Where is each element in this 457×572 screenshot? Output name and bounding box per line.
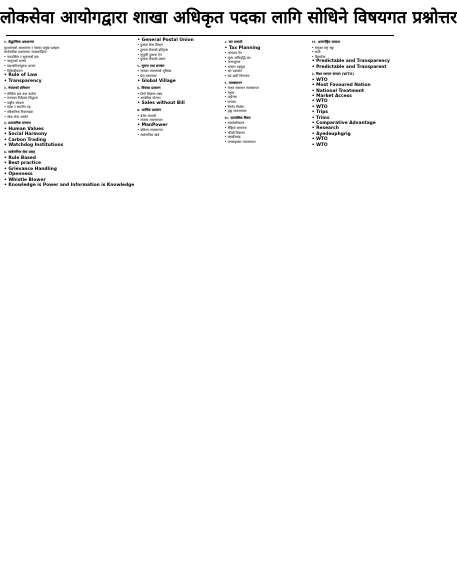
list-item: • संवैधानिक निकायहरू [4,110,134,115]
column-1 [4,38,134,568]
section-heading: १. सैद्धान्तिक अवधारणा [4,40,34,44]
list-item: • Most Favoured Nation [312,83,396,88]
list-item: • मुलुकी हुलाक ऐन [137,53,221,58]
list-item: • सञ्चार माध्यमको भूमिका [137,69,221,74]
list-item: • द्वन्द्व व्यवस्थापन [225,109,309,114]
list-item: • General Postal Union [137,38,221,43]
list-item: • संयुक्त राष्ट्र सङ्घ [312,46,396,51]
list-item: • WTO [312,99,396,104]
list-item: • सञ्चार [225,100,309,105]
section-heading: ८. कर प्रणाली [224,40,243,44]
list-item: • Predictable and Transparency [312,59,396,64]
section-heading: २. विश्व व्यापार संगठन (WTO) [311,72,354,77]
list-item: • सार्वजनिक खर्च [137,133,221,138]
list-item: • बजेट प्रणाली [137,114,221,119]
list-item: • कर प्रशासन [225,69,309,74]
section-heading: १०. सामाजिक विषय [224,115,251,120]
list-item: • गरिबी निवारण [225,131,309,136]
list-item: • Global Village [137,79,221,84]
list-item: • लोक सेवा आयोग [4,115,134,120]
list-item: • मौलिक हक तथा कर्तव्य [4,92,134,97]
list-item: • जनसङ्ख्या व्यवस्थापन [225,140,309,145]
list-item: • बिमस्टेक [312,55,396,60]
column-3 [225,38,309,568]
list-item: • Whistle Blower [4,178,134,183]
list-item: • Rule of Law [4,73,134,78]
list-item: • निर्णय निर्माण [225,105,309,110]
list-item: • हुलाक सेवाको प्रकार [137,57,221,62]
content-columns [4,38,396,568]
list-item: • प्रदेश र स्थानीय तह [4,105,134,110]
document-title: लोकसेवा आयोगद्वारा शाखा अधिकृत पदका लागि सोधिने विषयगत प्रश्नोत्तर [0,8,457,28]
list-item: • Human Values [4,127,134,132]
list-item: • मूल्य अभिवृद्धि कर [225,56,309,61]
section-heading: ७. आर्थिक प्रशासन [137,108,162,113]
list-item: • Market Access [312,94,396,99]
list-item: • समावेशीकरण [225,121,309,126]
list-item: • National Treatment [312,89,396,94]
list-item: • Rule Based [4,156,134,161]
section-heading: ६. विकास प्रशासन [137,85,161,90]
list-item: • दिगो विकास लक्ष्य [137,92,221,97]
list-item: • सहभागितामूलक शासन [4,64,134,69]
list-item: • WTO [312,78,396,83]
list-item: • Knowledge is Power and Information is Knowledge [4,183,134,188]
list-item: • लैङ्गिक समानता [225,126,309,131]
list-item: • WTO [312,105,396,110]
list-item: • कानुनको शासन [4,59,134,64]
list-item: • नेतृत्व [225,91,309,96]
list-item: • WTO [312,143,396,148]
list-item: • हुलाक सेवा विभाग [137,43,221,48]
list-item: • बसाइँसराइ [225,135,309,140]
list-item: • Watchdog Institutions [4,143,134,148]
list-item: • प्रेस स्वतन्त्रता [137,74,221,79]
section-heading: ५. सूचना तथा सञ्चार [137,63,165,68]
section-heading: ९. व्यवस्थापन [224,80,242,85]
list-item: • विकेन्द्रीकरण [4,69,134,74]
list-item: सार्वजनिक प्रशासनमा जवाफदेहिता [4,50,47,55]
list-item: • Transparency [4,79,134,84]
list-item: • प्रक्रिया व्यवस्थापन [137,128,221,133]
list-item: • ManPower [137,123,221,128]
list-item: • भन्सार महसुल [225,65,309,70]
list-item: • सार्क [312,50,396,55]
title-divider [6,35,394,36]
column-4 [312,38,396,568]
list-item: • मानव संसाधन व्यवस्थापन [225,86,309,91]
column-2 [137,38,221,568]
list-item: सुशासनको अवधारणा र यसका प्रमुख पक्षहरू [4,45,60,50]
list-item: • कर छली नियन्त्रण [225,74,309,79]
list-item: • हुलाक सेवाको इतिहास [137,48,221,53]
list-item: • Carbon Trading [4,138,134,143]
list-item: • Trims [312,116,396,121]
section-heading: ११. अन्तर्राष्ट्रिय सम्बन्ध [311,40,340,44]
list-item: • Comparative Advantage [312,121,396,126]
list-item: • Openness [4,172,134,177]
list-item: • अन्तःशुल्क [225,60,309,65]
list-item: • राजस्व व्यवस्थापन [137,118,221,123]
list-item: • Ayedeuphgrig [312,132,396,137]
list-item: • WTO [312,137,396,142]
list-item: • पारदर्शिता र सूचनाको हक [4,55,134,60]
list-item: • Tax Planning [225,46,309,51]
list-item: • Social Harmony [4,132,134,137]
section-heading: २. नेपालको संविधान [4,85,30,90]
list-item: • सङ्घीय संरचना [4,101,134,106]
list-item: • Research [312,126,396,131]
list-item: • Best practice [4,161,134,166]
list-item: • उत्प्रेरणा [225,95,309,100]
list-item: • Predictable and Transparent [312,65,396,70]
list-item: • आयकर ऐन [225,51,309,56]
list-item: • Trips [312,110,396,115]
list-item: • Sales without Bill [137,101,221,106]
list-item: • Grievance Handling [4,167,134,172]
list-item: • आवधिक योजना [137,96,221,101]
list-item: • राज्यका निर्देशक सिद्धान्त [4,96,134,101]
section-heading: ३. प्रशासनिक संरचना [4,121,31,126]
section-heading: ४. सार्वजनिक सेवा प्रवाह [4,150,36,155]
